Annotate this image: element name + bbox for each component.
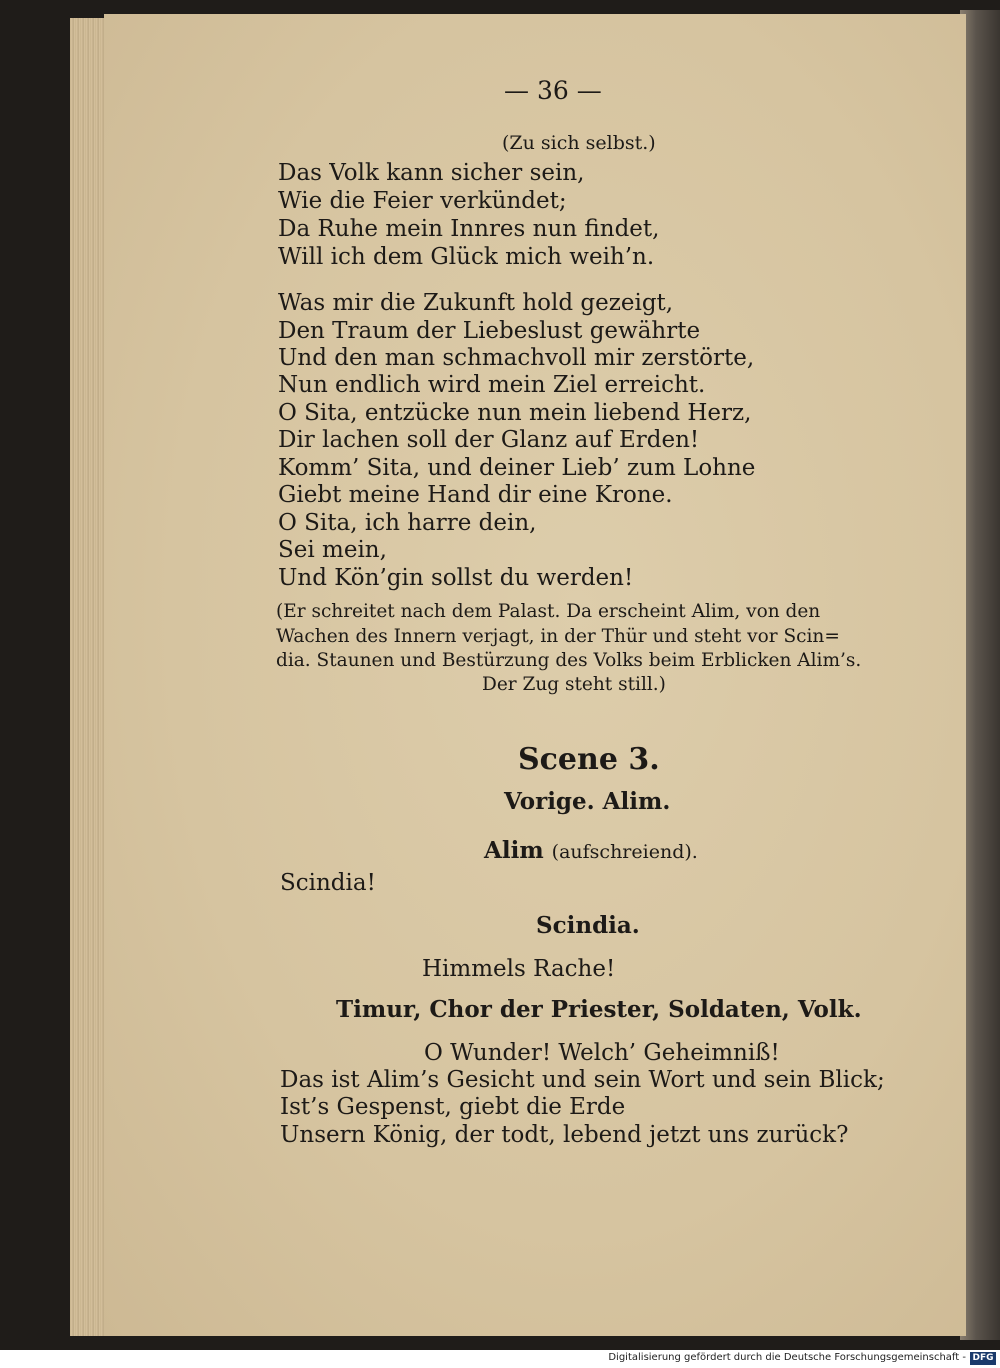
stage-direction-aside: (Zu sich selbst.) [502,132,656,154]
speaker-chorus: Timur, Chor der Priester, Soldaten, Volk. [336,996,862,1023]
verse-line: Das Volk kann sicher sein, [278,160,585,186]
verse-line: Will ich dem Glück mich weih’n. [278,244,655,270]
stage-direction-line: Wachen des Innern verjagt, in der Thür und steht vor Scin= [276,626,840,647]
verse-line: Da Ruhe mein Innres nun findet, [278,216,660,242]
verse-line: Nun endlich wird mein Ziel erreicht. [278,372,706,398]
chorus-line: Unsern König, der todt, lebend jetzt uns zurück? [280,1122,849,1148]
speaker-name: Alim [484,837,544,864]
book-page [104,14,966,1336]
verse-line: Und den man schmachvoll mir zerstörte, [278,345,755,371]
binding-shadow [960,10,1000,1340]
dialogue-line: Scindia! [280,870,376,896]
scene-heading: Scene 3. [518,742,660,777]
page-number: — 36 — [504,76,602,105]
footer-credit: Digitalisierung gefördert durch die Deutsche Forschungsgemeinschaft - [608,1352,966,1363]
dialogue-line: Himmels Rache! [422,956,616,982]
scene-characters: Vorige. Alim. [504,788,671,815]
stage-direction-line: dia. Staunen und Bestürzung des Volks beim Erblicken Alim’s. [276,650,862,671]
verse-line: Wie die Feier verkündet; [278,188,567,214]
verse-line: Sei mein, [278,537,387,563]
dfg-logo: DFG [970,1352,996,1365]
speaker-alim [484,837,698,864]
chorus-line: Das ist Alim’s Gesicht und sein Wort und sein Blick; [280,1067,885,1093]
verse-line: Was mir die Zukunft hold gezeigt, [278,290,674,316]
verse-line: O Sita, entzücke nun mein liebend Herz, [278,400,752,426]
verse-line: Giebt meine Hand dir eine Krone. [278,482,673,508]
speaker-scindia: Scindia. [536,912,640,939]
verse-line: O Sita, ich harre dein, [278,510,537,536]
verse-line: Komm’ Sita, und deiner Lieb’ zum Lohne [278,455,756,481]
speaker-direction: (aufschreiend). [551,841,698,863]
verse-line: Dir lachen soll der Glanz auf Erden! [278,427,700,453]
stage-direction-line: (Er schreitet nach dem Palast. Da erscheint Alim, von den [276,601,821,622]
verse-line: Den Traum der Liebeslust gewährte [278,318,701,344]
chorus-line: Ist’s Gespenst, giebt die Erde [280,1094,626,1120]
chorus-line: O Wunder! Welch’ Geheimniß! [424,1040,780,1066]
verse-line: Und Kön’gin sollst du werden! [278,565,634,591]
stage-direction-line: Der Zug steht still.) [482,674,666,695]
footer-bar [0,1350,1000,1368]
